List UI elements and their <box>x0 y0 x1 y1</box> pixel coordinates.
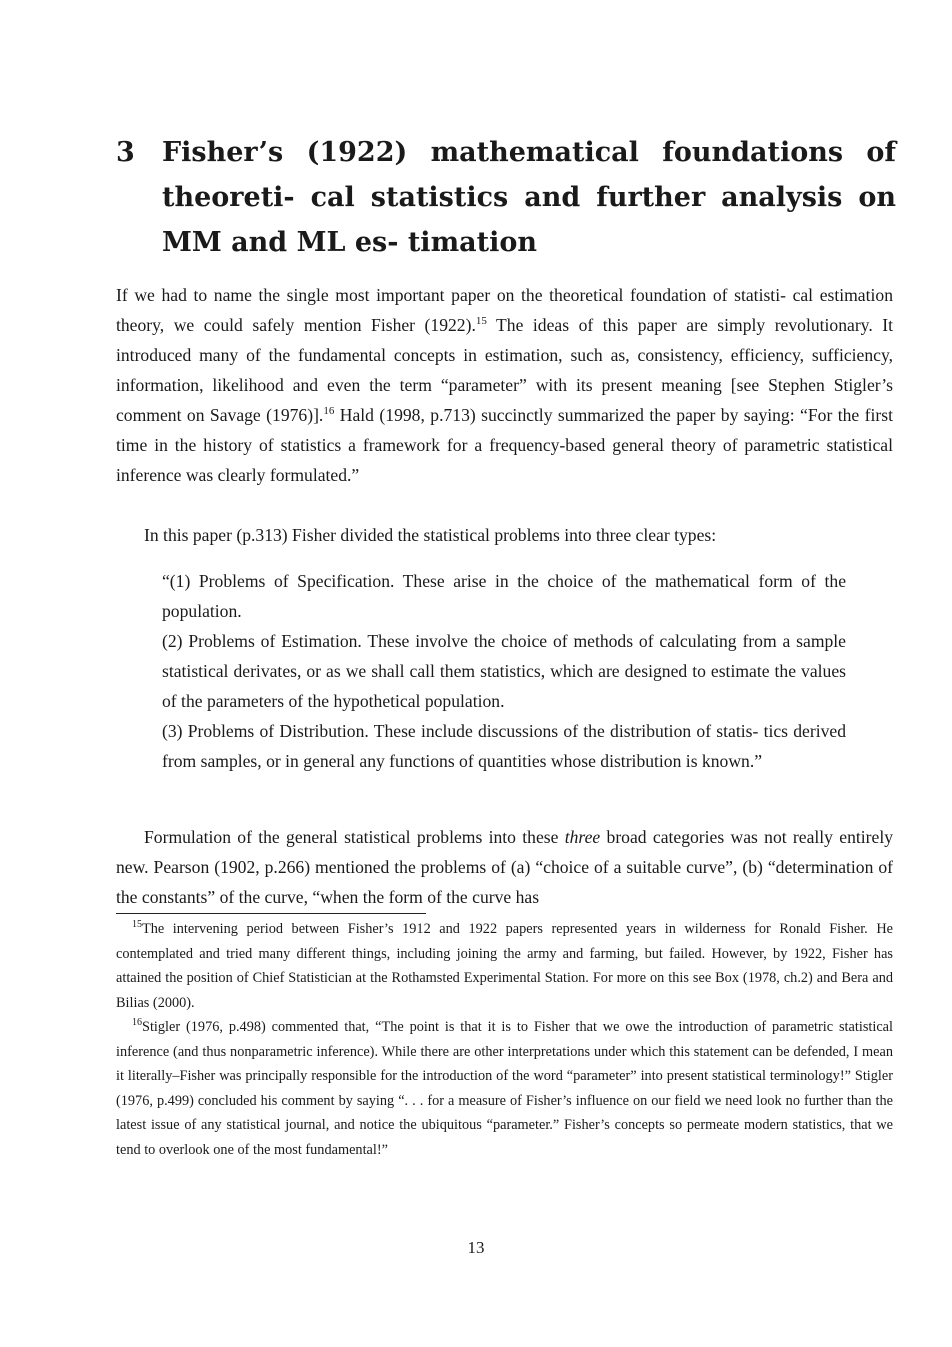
footnote-mark: 16 <box>132 1017 142 1028</box>
section-title: Fisher’s (1922) mathematical foundations of theoreti- cal statistics and further analysis on MM and ML es- timation <box>162 137 896 258</box>
paragraph-three-types: In this paper (p.313) Fisher divided the statistical problems into three clear types: <box>144 525 717 545</box>
paragraph-intro <box>116 280 893 490</box>
paragraph-formulation <box>116 822 893 912</box>
block-quote <box>162 566 846 776</box>
footnote-divider <box>116 913 426 914</box>
quote-item-estimation: (2) Problems of Estimation. These involve the choice of methods of calculating from a sample statistical derivates, or as we shall call them statistics, which are designed to estimate the values of the parameters of the hypothetical population. <box>162 631 846 711</box>
footnote-16 <box>116 1015 893 1162</box>
footnotes <box>116 917 893 1162</box>
paragraph-formulation-text-2: broad categories was not really entirely new. Pearson (1902, p.266) mentioned the problems of (a) “choice of a suitable curve”, (b) “determination of the constants” of the curve, “when the form of the curve has <box>116 827 894 907</box>
footnote-text: The intervening period between Fisher’s 1912 and 1922 papers represented years in wilderness for Ronald Fisher. He contemplated and tried many different things, including joining the army and farming, but failed. However, by 1922, Fisher has attained the position of Chief Statistician at the Rothamsted Experimental Station. For more on this see Box (1978, ch.2) and Bera and Bilias (2000). <box>116 921 893 1011</box>
footnote-ref-16[interactable]: 16 <box>323 405 335 417</box>
section-number: 3 <box>116 137 135 168</box>
section-heading <box>116 130 896 265</box>
paragraph-formulation-emphasis: three <box>564 827 601 847</box>
page-number: 13 <box>467 1238 485 1257</box>
paragraph-intro-text-2: The ideas of this paper are simply revolutionary. It introduced many of the fundamental concepts in estimation, such as, consistency, efficiency, sufficiency, information, likelihood and even the term “parameter” with its present meaning [see Stephen Stigler’s comment on Savage (1976)]. <box>116 315 893 425</box>
paragraph-intro-text-3: Hald (1998, p.713) succinctly summarized the paper by saying: “For the first time in the history of statistics a framework for a frequency-based general theory of parametric statistical inference was clearly formulated.” <box>116 405 894 485</box>
footnote-text: Stigler (1976, p.498) commented that, “The point is that it is to Fisher that we owe the introduction of parametric statistical inference (and thus nonparametric inference). While there are other interpretations under which this statement can be defended, I mean it literally–Fisher was principally responsible for the introduction of the word “parameter” into present statistical terminology!” Stigler (1976, p.499) concluded his comment by saying “. . . for a measure of Fisher’s influence on our field we need look no further than the latest issue of any statistical journal, and notice the ubiquitous “parameter.” Fisher’s concepts so permeate modern statistics, that we tend to overlook one of the most fundamental!” <box>116 1019 893 1158</box>
footnote-15 <box>116 917 893 1015</box>
footnote-ref-15[interactable]: 15 <box>475 315 487 327</box>
paragraph-formulation-text-1: Formulation of the general statistical problems into these <box>144 827 565 847</box>
quote-item-specification: “(1) Problems of Specification. These arise in the choice of the mathematical form of the population. <box>162 571 846 621</box>
paragraph-intro-text-1: If we had to name the single most important paper on the theoretical foundation of statisti- cal estimation theory, we could safely mention Fisher (1922). <box>116 285 893 335</box>
quote-item-distribution: (3) Problems of Distribution. These include discussions of the distribution of statis- tics derived from samples, or in general any functions of quantities whose distribution is known.” <box>162 721 846 771</box>
footnote-mark: 15 <box>132 919 142 930</box>
